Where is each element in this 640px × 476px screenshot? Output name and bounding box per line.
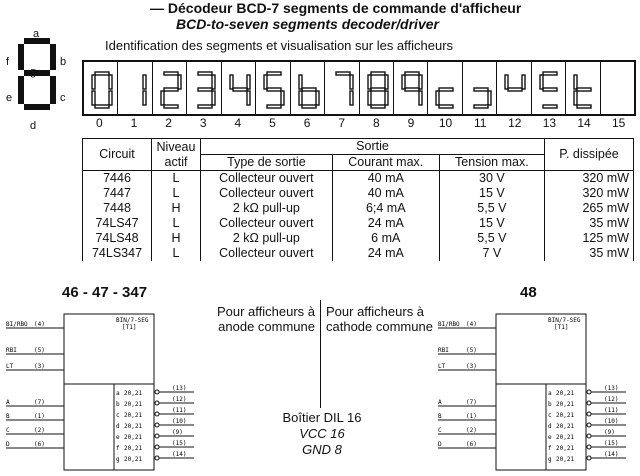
segment-c (488, 91, 491, 105)
col-dissipee: P. dissipée (545, 139, 634, 171)
output-code: 20,21 (124, 456, 143, 463)
segment-e (92, 91, 95, 105)
output-pin: (11) (604, 407, 619, 414)
chip-sub: [T1] (554, 324, 569, 331)
input-pin: (3) (466, 363, 477, 370)
segment-c (143, 91, 146, 105)
segment-f (540, 75, 543, 89)
cell-niveau: L (152, 216, 201, 231)
seven-seg-glyph (124, 70, 148, 110)
segment-g (198, 88, 212, 91)
digit-cell (463, 62, 497, 114)
table-row (83, 186, 634, 201)
output-label: c (116, 412, 120, 419)
digit-number-row (82, 116, 636, 130)
seven-seg-glyph (400, 70, 424, 110)
segment-e (574, 91, 577, 105)
chip-sub: [T1] (122, 324, 137, 331)
cell-circuit: 74LS47 (83, 216, 152, 231)
digit-number: 11 (473, 116, 487, 130)
cell-type: Collecteur ouvert (201, 171, 333, 187)
segment-e (436, 91, 439, 105)
digit-number: 4 (234, 116, 242, 130)
digit-cell (118, 62, 152, 114)
output-pin: (13) (604, 385, 619, 392)
input-pin: (4) (34, 321, 45, 328)
segment-b (350, 75, 353, 89)
chip-header: BIN/7-SEG (116, 317, 149, 324)
output-pin: (14) (172, 451, 187, 458)
seven-seg-glyph (538, 70, 562, 110)
cell-tension: 5,5 V (439, 231, 544, 246)
digit-cell (532, 62, 566, 114)
cell-niveau: L (152, 186, 201, 201)
digit-number: 13 (542, 116, 557, 130)
input-label: RBI (6, 347, 17, 354)
output-label: b (548, 401, 552, 408)
chip-header: BIN/7-SEG (548, 317, 581, 324)
seven-seg-glyph (297, 70, 321, 110)
cell-type: 2 kΩ pull-up (201, 201, 333, 216)
cell-courant: 40 mA (332, 171, 439, 187)
output-label: g (548, 456, 552, 463)
digit-cell (291, 62, 325, 114)
gnd-text: GND 8 (302, 442, 342, 457)
output-pin: (11) (172, 407, 187, 414)
divider (320, 300, 321, 408)
digit-cell (428, 62, 462, 114)
digit-cell (566, 62, 600, 114)
label-b: b (60, 56, 67, 68)
output-label: f (548, 445, 552, 452)
cell-courant: 40 mA (332, 186, 439, 201)
output-label: a (116, 390, 120, 397)
digit-number: 14 (577, 116, 591, 130)
segment-c (419, 91, 422, 105)
segment-d (439, 105, 453, 108)
digit-cell (222, 62, 256, 114)
digit-number: 3 (199, 116, 207, 130)
segment-g (233, 88, 247, 91)
cell-circuit: 74LS48 (83, 231, 152, 246)
cell-circuit: 7448 (83, 201, 152, 216)
cell-tension: 7 V (439, 246, 544, 261)
seven-seg-glyph (607, 70, 631, 110)
input-pin: (6) (34, 441, 45, 448)
digit-display-row (82, 60, 636, 116)
segment-b (522, 75, 525, 89)
vcc-text: VCC 16 (299, 426, 345, 441)
segment-a (336, 72, 350, 75)
seven-seg-glyph (331, 70, 355, 110)
cell-niveau: H (152, 231, 201, 246)
seven-seg-glyph (366, 70, 390, 110)
segment-e (299, 91, 302, 105)
digit-cell (394, 62, 428, 114)
right-chip-label: 48 (520, 284, 537, 301)
col-tension: Tension max. (439, 155, 544, 171)
segment-f (574, 75, 577, 89)
left-chip-label: 46 - 47 - 347 (62, 284, 148, 301)
output-pin: (12) (604, 396, 619, 403)
output-pin: (9) (604, 429, 615, 436)
seven-seg-glyph (262, 70, 286, 110)
segment-b (247, 75, 250, 89)
segment-g (371, 88, 385, 91)
output-label: b (116, 401, 120, 408)
output-code: 20,21 (556, 390, 575, 397)
input-label: D (438, 441, 442, 448)
segment-b (212, 75, 215, 89)
digit-cell (187, 62, 221, 114)
cell-p: 125 mW (545, 231, 634, 246)
output-pin: (12) (172, 396, 187, 403)
segment-d (198, 105, 212, 108)
input-pin: (4) (466, 321, 477, 328)
digit-cell (256, 62, 290, 114)
segment-d (164, 105, 178, 108)
input-pin: (3) (34, 363, 45, 370)
digit-number: 0 (95, 116, 103, 130)
cell-niveau: L (152, 171, 201, 187)
digit-cell (360, 62, 394, 114)
output-code: 20,21 (124, 445, 143, 452)
output-pin: (15) (172, 440, 187, 447)
segment-f (230, 75, 233, 89)
segment-identification-diagram (4, 28, 74, 138)
segment-g (474, 88, 488, 91)
segment-c (281, 91, 284, 105)
segment-g (543, 88, 557, 91)
output-code: 20,21 (124, 423, 143, 430)
cell-courant: 6 mA (332, 231, 439, 246)
segment-f (505, 75, 508, 89)
cell-niveau: H (152, 201, 201, 216)
digit-number: 7 (338, 116, 346, 130)
cell-courant: 24 mA (332, 246, 439, 261)
input-label: BI/RBO (6, 321, 28, 328)
seven-seg-glyph (503, 70, 527, 110)
segment-a (95, 72, 109, 75)
label-g: g (30, 66, 37, 78)
segment-c (50, 76, 56, 104)
input-label: RBI (438, 347, 449, 354)
segment-d (543, 105, 557, 108)
input-label: A (6, 399, 10, 406)
table-row (83, 216, 634, 231)
anode-text: Pour afficheurs à anode commune (216, 304, 315, 334)
segment-g (439, 88, 453, 91)
input-label: A (438, 399, 442, 406)
segment-d (474, 105, 488, 108)
segment-a (164, 72, 178, 75)
segment-d (95, 105, 109, 108)
title-fr: — Décodeur BCD-7 segments de commande d'afficheur (150, 0, 522, 16)
cell-courant: 6;4 mA (332, 201, 439, 216)
output-pin: (10) (172, 418, 187, 425)
seven-seg-glyph (228, 70, 252, 110)
input-pin: (5) (466, 347, 477, 354)
segment-b (385, 75, 388, 89)
segment-a (543, 72, 557, 75)
segment-f (92, 75, 95, 89)
cell-circuit: 7447 (83, 186, 152, 201)
segment-e (368, 91, 371, 105)
output-code: 20,21 (124, 412, 143, 419)
input-label: C (438, 427, 442, 434)
cell-circuit: 74LS347 (83, 246, 152, 261)
cell-niveau: L (152, 246, 201, 261)
label-e: e (6, 92, 13, 104)
input-pin: (7) (34, 399, 45, 406)
cell-type: Collecteur ouvert (201, 216, 333, 231)
input-label: D (6, 441, 10, 448)
input-label: LT (438, 363, 446, 370)
cell-tension: 15 V (439, 216, 544, 231)
seven-seg-glyph (90, 70, 114, 110)
output-pin: (14) (604, 451, 619, 458)
input-pin: (2) (34, 427, 45, 434)
output-code: 20,21 (556, 412, 575, 419)
output-label: a (548, 390, 552, 397)
cell-p: 35 mW (545, 216, 634, 231)
cell-p: 35 mW (545, 246, 634, 261)
segment-b (109, 75, 112, 89)
digit-cell (325, 62, 359, 114)
segment-b (50, 44, 56, 70)
boitier-text: Boîtier DIL 16 (282, 410, 362, 425)
digit-cell (84, 62, 118, 114)
segment-g (302, 88, 316, 91)
seven-seg-glyph (159, 70, 183, 110)
segment-a (405, 72, 419, 75)
digit-cell (153, 62, 187, 114)
segment-c (350, 91, 353, 105)
cell-p: 320 mW (545, 186, 634, 201)
table-row (83, 171, 634, 187)
output-code: 20,21 (556, 401, 575, 408)
subtitle: Identification des segments et visualisation sur les afficheurs (105, 38, 454, 53)
segment-f (368, 75, 371, 89)
segment-e (161, 91, 164, 105)
label-f: f (6, 56, 10, 68)
output-code: 20,21 (556, 423, 575, 430)
segment-g (577, 88, 591, 91)
segment-e (18, 76, 24, 104)
segment-b (419, 75, 422, 89)
segment-c (247, 91, 250, 105)
input-pin: (6) (466, 441, 477, 448)
digit-number: 10 (438, 116, 453, 130)
segment-d (267, 105, 281, 108)
col-sortie: Sortie (201, 139, 545, 155)
digit-number: 5 (269, 116, 276, 130)
segment-a (267, 72, 281, 75)
output-pin: (10) (604, 418, 619, 425)
segment-d (24, 104, 50, 110)
output-code: 20,21 (556, 434, 575, 441)
output-code: 20,21 (124, 434, 143, 441)
segment-f (264, 75, 267, 89)
digit-number: 8 (372, 116, 380, 130)
output-code: 20,21 (124, 390, 143, 397)
input-pin: (2) (466, 427, 477, 434)
output-code: 20,21 (124, 401, 143, 408)
output-pin: (13) (172, 385, 187, 392)
input-pin: (7) (466, 399, 477, 406)
segment-d (302, 105, 316, 108)
input-pin: (5) (34, 347, 45, 354)
digit-number: 12 (508, 116, 522, 130)
input-label: C (6, 427, 10, 434)
segment-g (405, 88, 419, 91)
seven-seg-glyph (434, 70, 458, 110)
output-label: e (548, 434, 552, 441)
segment-g (267, 88, 281, 91)
segment-d (577, 105, 591, 108)
digit-number: 6 (303, 116, 311, 130)
segment-f (299, 75, 302, 89)
segment-b (178, 75, 181, 89)
input-label: LT (6, 363, 14, 370)
table-row (83, 246, 634, 261)
segment-f (402, 75, 405, 89)
title-en: BCD-to-seven segments decoder/driver (176, 16, 439, 32)
digit-number: 1 (130, 116, 138, 130)
label-d: d (30, 120, 37, 132)
cell-circuit: 7446 (83, 171, 152, 187)
output-code: 20,21 (556, 456, 575, 463)
segment-c (385, 91, 388, 105)
segment-c (109, 91, 112, 105)
digit-number: 15 (612, 116, 626, 130)
output-pin: (15) (604, 440, 619, 447)
cell-p: 265 mW (545, 201, 634, 216)
output-label: g (116, 456, 120, 463)
col-courant: Courant max. (332, 155, 439, 171)
digit-cell (601, 62, 634, 114)
output-label: c (548, 412, 552, 419)
segment-a (371, 72, 385, 75)
segment-c (212, 91, 215, 105)
segment-f (18, 44, 24, 70)
seven-seg-glyph (193, 70, 217, 110)
output-label: f (116, 445, 120, 452)
segment-a (198, 72, 212, 75)
table-row (83, 201, 634, 216)
segment-b (143, 75, 146, 89)
cell-p: 320 mW (545, 171, 634, 187)
digit-number: 2 (165, 116, 172, 130)
segment-c (316, 91, 319, 105)
cell-courant: 24 mA (332, 216, 439, 231)
col-circuit: Circuit (83, 139, 152, 171)
input-pin: (1) (466, 413, 477, 420)
seven-seg-glyph (469, 70, 493, 110)
label-c: c (60, 92, 66, 104)
output-pin: (9) (172, 429, 183, 436)
spec-table (82, 138, 634, 261)
table-row (83, 231, 634, 246)
seven-seg-glyph (572, 70, 596, 110)
col-niveau: Niveau actif (152, 139, 201, 171)
right-chip-schematic (436, 308, 636, 474)
cell-type: 2 kΩ pull-up (201, 231, 333, 246)
input-label: B (6, 413, 10, 420)
output-label: e (116, 434, 120, 441)
cell-type: Collecteur ouvert (201, 246, 333, 261)
digit-number: 9 (407, 116, 415, 130)
label-a: a (33, 28, 40, 40)
output-code: 20,21 (556, 445, 575, 452)
cathode-text: Pour afficheurs à cathode commune (326, 304, 433, 334)
left-chip-schematic (4, 308, 194, 474)
segment-g (24, 70, 50, 76)
cell-type: Collecteur ouvert (201, 186, 333, 201)
segment-g (508, 88, 522, 91)
cell-tension: 15 V (439, 186, 544, 201)
output-label: d (548, 423, 552, 430)
output-label: d (116, 423, 120, 430)
input-pin: (1) (34, 413, 45, 420)
cell-tension: 5,5 V (439, 201, 544, 216)
col-type: Type de sortie (201, 155, 333, 171)
segment-d (371, 105, 385, 108)
input-label: B (438, 413, 442, 420)
digit-cell (497, 62, 531, 114)
input-label: BI/RBO (438, 321, 460, 328)
segment-g (164, 88, 178, 91)
cell-tension: 30 V (439, 171, 544, 187)
